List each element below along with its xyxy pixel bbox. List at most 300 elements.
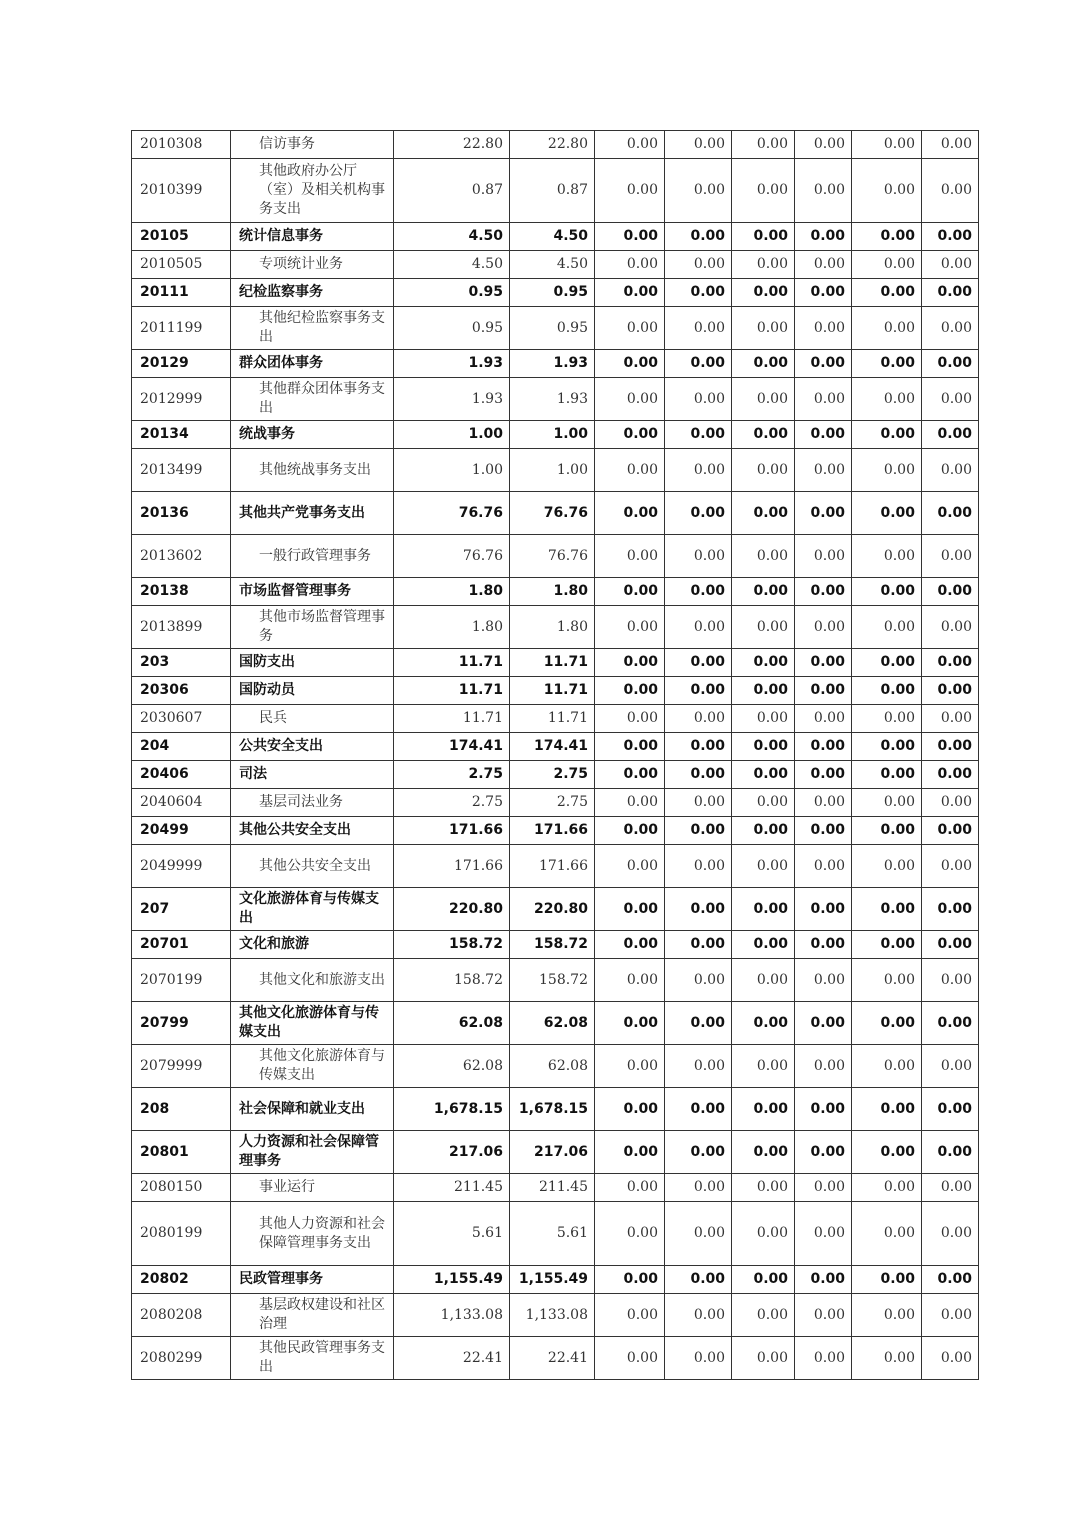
subject-code: 2049999 — [132, 845, 231, 888]
amount-cell: 0.00 — [665, 578, 732, 606]
amount-cell: 0.00 — [795, 1088, 852, 1131]
amount-cell: 0.00 — [922, 789, 979, 817]
subject-name: 文化和旅游 — [231, 931, 394, 959]
amount-cell: 22.80 — [510, 131, 595, 159]
amount-cell: 0.00 — [922, 1294, 979, 1337]
subject-code: 2080208 — [132, 1294, 231, 1337]
amount-cell: 0.00 — [795, 888, 852, 931]
amount-cell: 0.00 — [922, 931, 979, 959]
amount-cell: 0.00 — [795, 649, 852, 677]
amount-cell: 217.06 — [394, 1131, 510, 1174]
amount-cell: 0.00 — [922, 578, 979, 606]
amount-cell: 0.00 — [795, 492, 852, 535]
amount-cell: 0.00 — [795, 817, 852, 845]
amount-cell: 0.00 — [852, 649, 922, 677]
amount-cell: 11.71 — [394, 705, 510, 733]
amount-cell: 0.00 — [852, 421, 922, 449]
amount-cell: 0.00 — [732, 307, 795, 350]
subject-name: 其他共产党事务支出 — [231, 492, 394, 535]
amount-cell: 0.00 — [795, 535, 852, 578]
amount-cell: 217.06 — [510, 1131, 595, 1174]
amount-cell: 2.75 — [394, 789, 510, 817]
amount-cell: 0.00 — [595, 789, 665, 817]
amount-cell: 0.95 — [510, 279, 595, 307]
amount-cell: 0.00 — [732, 251, 795, 279]
amount-cell: 0.00 — [922, 378, 979, 421]
amount-cell: 0.00 — [795, 1337, 852, 1380]
amount-cell: 0.00 — [595, 1174, 665, 1202]
amount-cell: 0.00 — [852, 845, 922, 888]
amount-cell: 0.00 — [732, 677, 795, 705]
amount-cell: 0.00 — [852, 789, 922, 817]
amount-cell: 0.00 — [665, 1002, 732, 1045]
amount-cell: 76.76 — [510, 535, 595, 578]
amount-cell: 4.50 — [510, 223, 595, 251]
amount-cell: 0.00 — [795, 378, 852, 421]
amount-cell: 0.00 — [595, 251, 665, 279]
amount-cell: 0.00 — [595, 845, 665, 888]
amount-cell: 0.00 — [595, 223, 665, 251]
subject-code: 203 — [132, 649, 231, 677]
amount-cell: 0.00 — [595, 492, 665, 535]
amount-cell: 0.00 — [732, 1174, 795, 1202]
amount-cell: 0.00 — [665, 1131, 732, 1174]
amount-cell: 0.00 — [852, 733, 922, 761]
amount-cell: 0.00 — [922, 677, 979, 705]
amount-cell: 171.66 — [510, 817, 595, 845]
amount-cell: 0.00 — [732, 578, 795, 606]
amount-cell: 0.95 — [510, 307, 595, 350]
amount-cell: 0.00 — [595, 931, 665, 959]
amount-cell: 0.00 — [665, 131, 732, 159]
subject-code: 2013602 — [132, 535, 231, 578]
subject-name: 其他市场监督管理事务 — [231, 606, 394, 649]
amount-cell: 1.00 — [510, 449, 595, 492]
table-row — [132, 492, 979, 535]
amount-cell: 0.00 — [922, 1174, 979, 1202]
amount-cell: 0.00 — [922, 845, 979, 888]
amount-cell: 0.00 — [595, 578, 665, 606]
amount-cell: 0.00 — [595, 449, 665, 492]
amount-cell: 0.00 — [665, 1174, 732, 1202]
amount-cell: 0.00 — [732, 649, 795, 677]
amount-cell: 0.00 — [852, 931, 922, 959]
table-row — [132, 1131, 979, 1174]
amount-cell: 171.66 — [394, 845, 510, 888]
amount-cell: 0.00 — [922, 492, 979, 535]
table-row — [132, 535, 979, 578]
subject-code: 20799 — [132, 1002, 231, 1045]
subject-name: 基层政权建设和社区治理 — [231, 1294, 394, 1337]
amount-cell: 0.00 — [922, 1266, 979, 1294]
subject-name: 其他公共安全支出 — [231, 817, 394, 845]
amount-cell: 0.00 — [595, 1337, 665, 1380]
amount-cell: 0.00 — [595, 649, 665, 677]
table-row — [132, 350, 979, 378]
amount-cell: 0.00 — [795, 307, 852, 350]
amount-cell: 0.00 — [852, 606, 922, 649]
amount-cell: 0.00 — [795, 1131, 852, 1174]
subject-name: 文化旅游体育与传媒支出 — [231, 888, 394, 931]
subject-name: 人力资源和社会保障管理事务 — [231, 1131, 394, 1174]
amount-cell: 11.71 — [394, 677, 510, 705]
subject-name: 其他人力资源和社会保障管理事务支出 — [231, 1202, 394, 1266]
table-row — [132, 845, 979, 888]
subject-code: 2012999 — [132, 378, 231, 421]
amount-cell: 0.00 — [852, 761, 922, 789]
amount-cell: 0.00 — [665, 535, 732, 578]
amount-cell: 0.00 — [732, 1202, 795, 1266]
amount-cell: 76.76 — [394, 535, 510, 578]
subject-code: 2010399 — [132, 159, 231, 223]
subject-name: 市场监督管理事务 — [231, 578, 394, 606]
amount-cell: 0.00 — [665, 733, 732, 761]
table-row — [132, 279, 979, 307]
amount-cell: 0.00 — [922, 350, 979, 378]
amount-cell: 211.45 — [394, 1174, 510, 1202]
amount-cell: 0.00 — [665, 888, 732, 931]
subject-name: 其他政府办公厅（室）及相关机构事务支出 — [231, 159, 394, 223]
amount-cell: 0.00 — [795, 931, 852, 959]
subject-code: 20138 — [132, 578, 231, 606]
table-row — [132, 817, 979, 845]
amount-cell: 0.00 — [665, 649, 732, 677]
table-row — [132, 159, 979, 223]
amount-cell: 0.00 — [852, 817, 922, 845]
amount-cell: 0.00 — [922, 606, 979, 649]
amount-cell: 0.00 — [795, 1294, 852, 1337]
amount-cell: 0.00 — [795, 421, 852, 449]
amount-cell: 1.93 — [394, 350, 510, 378]
table-row — [132, 959, 979, 1002]
subject-code: 20306 — [132, 677, 231, 705]
amount-cell: 0.00 — [732, 131, 795, 159]
amount-cell: 0.00 — [852, 350, 922, 378]
amount-cell: 0.00 — [852, 307, 922, 350]
amount-cell: 0.00 — [595, 279, 665, 307]
amount-cell: 0.00 — [852, 449, 922, 492]
amount-cell: 0.00 — [922, 705, 979, 733]
subject-name: 统计信息事务 — [231, 223, 394, 251]
amount-cell: 0.00 — [665, 1202, 732, 1266]
amount-cell: 0.00 — [595, 350, 665, 378]
subject-code: 20801 — [132, 1131, 231, 1174]
amount-cell: 0.00 — [732, 705, 795, 733]
amount-cell: 0.00 — [665, 1088, 732, 1131]
table-body — [132, 131, 979, 1380]
amount-cell: 0.00 — [732, 761, 795, 789]
amount-cell: 0.00 — [795, 705, 852, 733]
amount-cell: 0.00 — [795, 159, 852, 223]
amount-cell: 0.00 — [665, 761, 732, 789]
amount-cell: 0.00 — [852, 1337, 922, 1380]
amount-cell: 1.93 — [510, 378, 595, 421]
subject-name: 纪检监察事务 — [231, 279, 394, 307]
amount-cell: 0.00 — [922, 733, 979, 761]
amount-cell: 0.00 — [595, 131, 665, 159]
amount-cell: 0.00 — [732, 1002, 795, 1045]
amount-cell: 0.00 — [795, 845, 852, 888]
amount-cell: 0.00 — [922, 817, 979, 845]
amount-cell: 0.00 — [852, 1174, 922, 1202]
table-row — [132, 251, 979, 279]
amount-cell: 1,133.08 — [394, 1294, 510, 1337]
table-row — [132, 1294, 979, 1337]
amount-cell: 0.00 — [852, 223, 922, 251]
table-row — [132, 888, 979, 931]
table-row — [132, 606, 979, 649]
amount-cell: 174.41 — [510, 733, 595, 761]
amount-cell: 1.80 — [510, 606, 595, 649]
amount-cell: 0.00 — [732, 733, 795, 761]
subject-code: 20136 — [132, 492, 231, 535]
subject-code: 2013499 — [132, 449, 231, 492]
amount-cell: 0.00 — [852, 578, 922, 606]
amount-cell: 0.00 — [665, 223, 732, 251]
amount-cell: 0.00 — [922, 307, 979, 350]
amount-cell: 0.00 — [595, 1131, 665, 1174]
amount-cell: 0.00 — [795, 578, 852, 606]
table-row — [132, 1045, 979, 1088]
amount-cell: 0.00 — [922, 279, 979, 307]
table-row — [132, 1088, 979, 1131]
subject-code: 2080199 — [132, 1202, 231, 1266]
amount-cell: 0.00 — [795, 1174, 852, 1202]
amount-cell: 5.61 — [510, 1202, 595, 1266]
subject-name: 统战事务 — [231, 421, 394, 449]
amount-cell: 0.00 — [595, 1202, 665, 1266]
amount-cell: 0.00 — [922, 649, 979, 677]
amount-cell: 0.00 — [852, 1002, 922, 1045]
amount-cell: 0.00 — [595, 606, 665, 649]
amount-cell: 0.00 — [922, 959, 979, 1002]
amount-cell: 0.00 — [665, 421, 732, 449]
amount-cell: 0.00 — [922, 1045, 979, 1088]
subject-code: 2030607 — [132, 705, 231, 733]
amount-cell: 0.00 — [665, 931, 732, 959]
amount-cell: 0.00 — [595, 1002, 665, 1045]
amount-cell: 0.00 — [732, 888, 795, 931]
subject-name: 社会保障和就业支出 — [231, 1088, 394, 1131]
subject-code: 2013899 — [132, 606, 231, 649]
amount-cell: 0.00 — [922, 888, 979, 931]
amount-cell: 1.80 — [394, 606, 510, 649]
amount-cell: 0.00 — [922, 159, 979, 223]
amount-cell: 174.41 — [394, 733, 510, 761]
subject-code: 2070199 — [132, 959, 231, 1002]
amount-cell: 0.00 — [732, 159, 795, 223]
amount-cell: 0.00 — [852, 959, 922, 1002]
amount-cell: 0.00 — [595, 705, 665, 733]
amount-cell: 158.72 — [394, 959, 510, 1002]
subject-name: 基层司法业务 — [231, 789, 394, 817]
subject-code: 2080150 — [132, 1174, 231, 1202]
amount-cell: 5.61 — [394, 1202, 510, 1266]
amount-cell: 0.00 — [595, 959, 665, 1002]
subject-name: 其他文化旅游体育与传媒支出 — [231, 1002, 394, 1045]
amount-cell: 0.00 — [595, 1088, 665, 1131]
amount-cell: 0.00 — [852, 535, 922, 578]
amount-cell: 211.45 — [510, 1174, 595, 1202]
budget-table — [131, 130, 979, 1380]
table-row — [132, 421, 979, 449]
amount-cell: 0.00 — [665, 378, 732, 421]
amount-cell: 62.08 — [510, 1002, 595, 1045]
subject-name: 其他文化旅游体育与传媒支出 — [231, 1045, 394, 1088]
amount-cell: 0.00 — [852, 378, 922, 421]
amount-cell: 0.00 — [732, 931, 795, 959]
amount-cell: 0.00 — [852, 677, 922, 705]
table-row — [132, 223, 979, 251]
subject-code: 208 — [132, 1088, 231, 1131]
amount-cell: 0.00 — [665, 307, 732, 350]
amount-cell: 0.00 — [852, 159, 922, 223]
amount-cell: 171.66 — [510, 845, 595, 888]
amount-cell: 0.00 — [732, 350, 795, 378]
amount-cell: 1,155.49 — [510, 1266, 595, 1294]
amount-cell: 4.50 — [510, 251, 595, 279]
amount-cell: 0.00 — [922, 535, 979, 578]
amount-cell: 0.95 — [394, 307, 510, 350]
amount-cell: 0.00 — [665, 449, 732, 492]
amount-cell: 0.00 — [852, 888, 922, 931]
amount-cell: 0.00 — [852, 131, 922, 159]
amount-cell: 1.80 — [510, 578, 595, 606]
amount-cell: 220.80 — [510, 888, 595, 931]
subject-code: 2080299 — [132, 1337, 231, 1380]
amount-cell: 11.71 — [510, 677, 595, 705]
subject-code: 2011199 — [132, 307, 231, 350]
amount-cell: 0.00 — [795, 789, 852, 817]
table-row — [132, 449, 979, 492]
amount-cell: 0.00 — [795, 251, 852, 279]
amount-cell: 0.00 — [922, 131, 979, 159]
amount-cell: 0.00 — [795, 1266, 852, 1294]
amount-cell: 0.00 — [665, 279, 732, 307]
amount-cell: 0.00 — [852, 1088, 922, 1131]
amount-cell: 2.75 — [510, 789, 595, 817]
subject-code: 2010505 — [132, 251, 231, 279]
amount-cell: 0.00 — [595, 1294, 665, 1337]
subject-name: 其他民政管理事务支出 — [231, 1337, 394, 1380]
amount-cell: 0.00 — [595, 159, 665, 223]
amount-cell: 1.93 — [394, 378, 510, 421]
amount-cell: 0.00 — [795, 1002, 852, 1045]
subject-name: 专项统计业务 — [231, 251, 394, 279]
amount-cell: 76.76 — [510, 492, 595, 535]
amount-cell: 0.00 — [795, 279, 852, 307]
subject-code: 204 — [132, 733, 231, 761]
amount-cell: 0.00 — [922, 1088, 979, 1131]
amount-cell: 0.00 — [595, 378, 665, 421]
table-row — [132, 705, 979, 733]
amount-cell: 1,678.15 — [394, 1088, 510, 1131]
amount-cell: 0.00 — [732, 421, 795, 449]
subject-code: 20111 — [132, 279, 231, 307]
subject-code: 20802 — [132, 1266, 231, 1294]
table-row — [132, 578, 979, 606]
amount-cell: 11.71 — [510, 705, 595, 733]
amount-cell: 0.00 — [852, 705, 922, 733]
amount-cell: 0.00 — [665, 1266, 732, 1294]
amount-cell: 0.00 — [595, 677, 665, 705]
amount-cell: 0.00 — [795, 733, 852, 761]
amount-cell: 0.00 — [732, 1266, 795, 1294]
amount-cell: 0.00 — [852, 492, 922, 535]
subject-code: 207 — [132, 888, 231, 931]
amount-cell: 0.00 — [732, 1088, 795, 1131]
amount-cell: 0.00 — [665, 251, 732, 279]
subject-name: 国防支出 — [231, 649, 394, 677]
amount-cell: 0.00 — [595, 888, 665, 931]
amount-cell: 0.00 — [922, 421, 979, 449]
amount-cell: 2.75 — [394, 761, 510, 789]
amount-cell: 0.00 — [665, 959, 732, 1002]
amount-cell: 171.66 — [394, 817, 510, 845]
subject-name: 国防动员 — [231, 677, 394, 705]
subject-code: 20105 — [132, 223, 231, 251]
subject-name: 公共安全支出 — [231, 733, 394, 761]
table-row — [132, 761, 979, 789]
amount-cell: 11.71 — [510, 649, 595, 677]
amount-cell: 0.00 — [595, 1266, 665, 1294]
amount-cell: 22.41 — [394, 1337, 510, 1380]
subject-code: 20701 — [132, 931, 231, 959]
amount-cell: 62.08 — [394, 1002, 510, 1045]
amount-cell: 0.00 — [665, 677, 732, 705]
table-row — [132, 307, 979, 350]
amount-cell: 0.00 — [732, 279, 795, 307]
amount-cell: 0.00 — [732, 535, 795, 578]
amount-cell: 0.00 — [665, 845, 732, 888]
amount-cell: 0.00 — [595, 761, 665, 789]
amount-cell: 0.00 — [852, 1131, 922, 1174]
amount-cell: 0.00 — [852, 1202, 922, 1266]
amount-cell: 0.00 — [852, 1266, 922, 1294]
amount-cell: 1,133.08 — [510, 1294, 595, 1337]
table-row — [132, 131, 979, 159]
amount-cell: 0.00 — [665, 705, 732, 733]
amount-cell: 11.71 — [394, 649, 510, 677]
amount-cell: 0.00 — [665, 817, 732, 845]
amount-cell: 0.00 — [665, 1294, 732, 1337]
amount-cell: 0.00 — [795, 131, 852, 159]
amount-cell: 0.00 — [795, 959, 852, 1002]
amount-cell: 0.00 — [795, 350, 852, 378]
amount-cell: 0.00 — [665, 789, 732, 817]
amount-cell: 1.00 — [394, 449, 510, 492]
amount-cell: 0.00 — [922, 1337, 979, 1380]
amount-cell: 0.00 — [922, 761, 979, 789]
amount-cell: 158.72 — [510, 959, 595, 1002]
amount-cell: 0.00 — [732, 789, 795, 817]
amount-cell: 0.00 — [732, 845, 795, 888]
table-row — [132, 931, 979, 959]
amount-cell: 0.00 — [795, 1202, 852, 1266]
amount-cell: 0.00 — [795, 606, 852, 649]
amount-cell: 0.00 — [732, 1131, 795, 1174]
amount-cell: 0.00 — [732, 817, 795, 845]
subject-code: 20406 — [132, 761, 231, 789]
subject-name: 事业运行 — [231, 1174, 394, 1202]
subject-name: 民兵 — [231, 705, 394, 733]
amount-cell: 1,155.49 — [394, 1266, 510, 1294]
amount-cell: 22.41 — [510, 1337, 595, 1380]
amount-cell: 1.80 — [394, 578, 510, 606]
amount-cell: 0.00 — [732, 1045, 795, 1088]
amount-cell: 0.00 — [665, 159, 732, 223]
amount-cell: 0.00 — [665, 350, 732, 378]
